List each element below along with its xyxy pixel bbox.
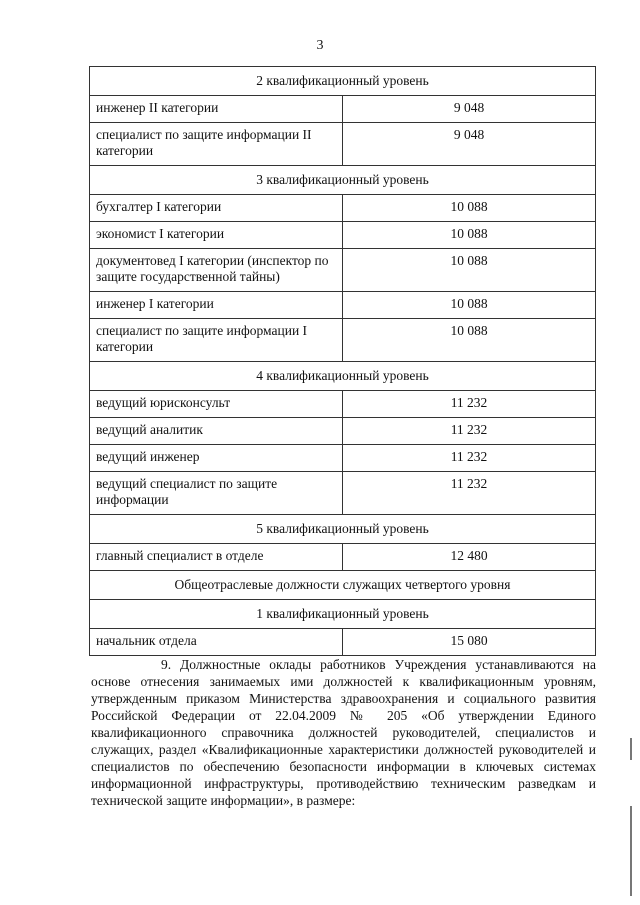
table-section-heading [90,515,596,544]
salary-value-cell: 10 088 [343,195,596,222]
salary-value-cell: 15 080 [343,629,596,656]
table-section-heading [90,362,596,391]
section-heading-cell: 5 квалификационный уровень [90,515,596,544]
table-section-heading [90,166,596,195]
section-heading-cell: 1 квалификационный уровень [90,600,596,629]
salary-value-cell: 11 232 [343,418,596,445]
salary-value-cell: 10 088 [343,249,596,292]
salary-table [89,66,596,656]
position-name-cell: ведущий специалист по защите информации [90,472,343,515]
table-row [90,391,596,418]
table-row [90,96,596,123]
table-row [90,629,596,656]
table-row [90,195,596,222]
salary-value-cell: 10 088 [343,292,596,319]
position-name-cell: специалист по защите информации II категории [90,123,343,166]
position-name-cell: экономист I категории [90,222,343,249]
position-name-cell: ведущий аналитик [90,418,343,445]
position-name-cell: ведущий инженер [90,445,343,472]
salary-value-cell: 9 048 [343,96,596,123]
page-number: 3 [316,38,324,53]
position-name-cell: специалист по защите информации I категории [90,319,343,362]
salary-value-cell: 11 232 [343,391,596,418]
paragraph-9: 9. Должностные оклады работников Учреждения устанавливаются на основе отнесения занимаемых ими должностей к квалификационным уровням, утвержденным приказом Министерства здравоохранения и социального развития Российской Федерации от 22.04.2009 № 205 «Об утверждении Единого квалификационного справочника должностей руководителей, специалистов и служащих, раздел «Квалификационные характеристики должностей руководителей и специалистов по обеспечению безопасности информации в ключевых системах информационной инфраструктуры, противодействию техническим разведкам и технической защите информации», в размере: [91,657,596,808]
table-section-heading [90,571,596,600]
position-name-cell: инженер I категории [90,292,343,319]
table-section-heading [90,67,596,96]
position-name-cell: инженер II категории [90,96,343,123]
salary-value-cell: 11 232 [343,445,596,472]
section-heading-cell: 3 квалификационный уровень [90,166,596,195]
salary-table-body [90,67,596,656]
section-heading-cell: Общеотраслевые должности служащих четвертого уровня [90,571,596,600]
table-row [90,319,596,362]
table-row [90,249,596,292]
position-name-cell: документовед I категории (инспектор по защите государственной тайны) [90,249,343,292]
position-name-cell: начальник отдела [90,629,343,656]
salary-value-cell: 10 088 [343,222,596,249]
table-section-heading [90,600,596,629]
margin-mark [630,806,632,896]
table-row [90,222,596,249]
position-name-cell: ведущий юрисконсульт [90,391,343,418]
salary-value-cell: 11 232 [343,472,596,515]
table-row [90,123,596,166]
salary-value-cell: 12 480 [343,544,596,571]
salary-value-cell: 9 048 [343,123,596,166]
table-row [90,292,596,319]
table-row [90,472,596,515]
margin-mark [630,738,632,760]
table-row [90,445,596,472]
salary-value-cell: 10 088 [343,319,596,362]
position-name-cell: бухгалтер I категории [90,195,343,222]
table-row [90,544,596,571]
section-heading-cell: 2 квалификационный уровень [90,67,596,96]
table-row [90,418,596,445]
section-heading-cell: 4 квалификационный уровень [90,362,596,391]
position-name-cell: главный специалист в отделе [90,544,343,571]
